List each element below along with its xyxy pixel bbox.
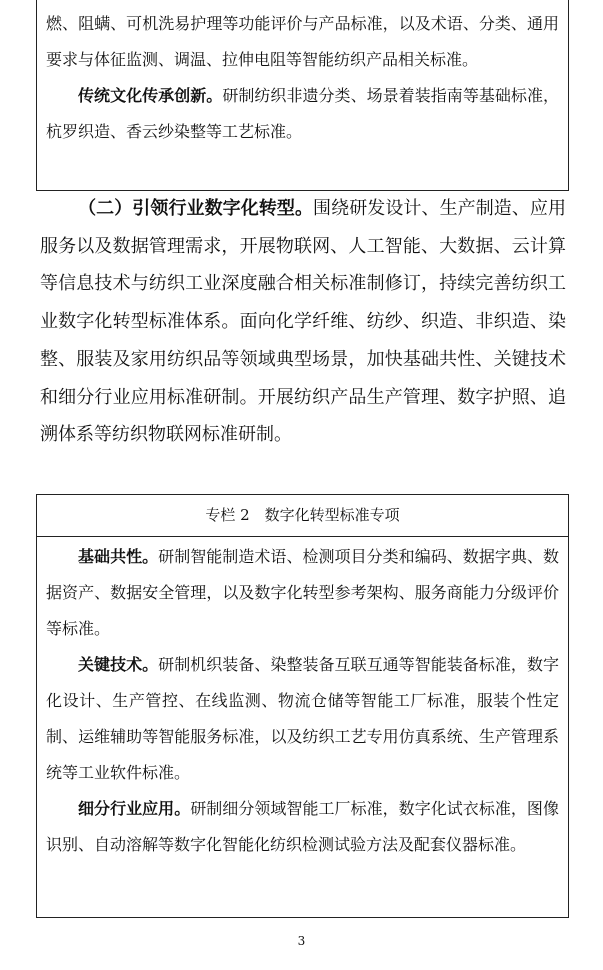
continued-column-box	[36, 0, 569, 191]
page-number: 3	[297, 934, 306, 948]
box1-paragraph: 燃、阻螨、可机洗易护理等功能评价与产品标准，以及术语、分类、通用要求与体征监测、调温、拉伸电阻等智能纺织产品相关标准。	[46, 14, 559, 69]
item-text-industry: 研制细分领域智能工厂标准，数字化试衣标准，图像识别、自动溶解等数字化智能化纺织检测试验方法及配套仪器标准。	[46, 799, 559, 854]
item-text-basic: 研制智能制造术语、检测项目分类和编码、数据字典、数据资产、数据安全管理，以及数字化转型参考架构、服务商能力分级评价等标准。	[46, 547, 559, 638]
item-title-culture: 传统文化传承创新。	[78, 86, 223, 105]
column-box-2	[36, 494, 569, 918]
section-body: 围绕研发设计、生产制造、应用服务以及数据管理需求，开展物联网、人工智能、大数据、云计算等信息技术与纺织工业深度融合相关标准制修订，持续完善纺织工业数字化转型标准体系。面向化学纤维、纺纱、织造、非织造、染整、服装及家用纺织品等领域典型场景，加快基础共性、关键技术和细分行业应用标准研制。开展纺织产品生产管理、数字护照、追溯体系等纺织物联网标准研制。	[40, 198, 567, 446]
column-item-basic	[46, 539, 559, 647]
item-text-culture: 研制纺织非遗分类、场景着装指南等基础标准，杭罗织造、香云纱染整等工艺标准。	[46, 86, 559, 141]
item-text-key-tech: 研制机织装备、染整装备互联互通等智能装备标准，数字化设计、生产管控、在线监测、物流仓储等智能工厂标准，服装个性定制、运维辅助等智能服务标准，以及纺织工艺专用仿真系统、生产管理系统等工业软件标准。	[46, 655, 559, 782]
item-title-key-tech: 关键技术。	[78, 655, 159, 674]
section-heading: （二）引领行业数字化转型。	[78, 198, 314, 219]
column-box-title: 专栏 2 数字化转型标准专项	[37, 495, 568, 537]
column-item-industry	[46, 791, 559, 863]
item-title-industry: 细分行业应用。	[78, 799, 191, 818]
box1-paragraph-culture	[46, 78, 559, 150]
item-title-basic: 基础共性。	[78, 547, 159, 566]
column-item-key-tech	[46, 647, 559, 791]
section-digital-transformation	[40, 190, 566, 454]
